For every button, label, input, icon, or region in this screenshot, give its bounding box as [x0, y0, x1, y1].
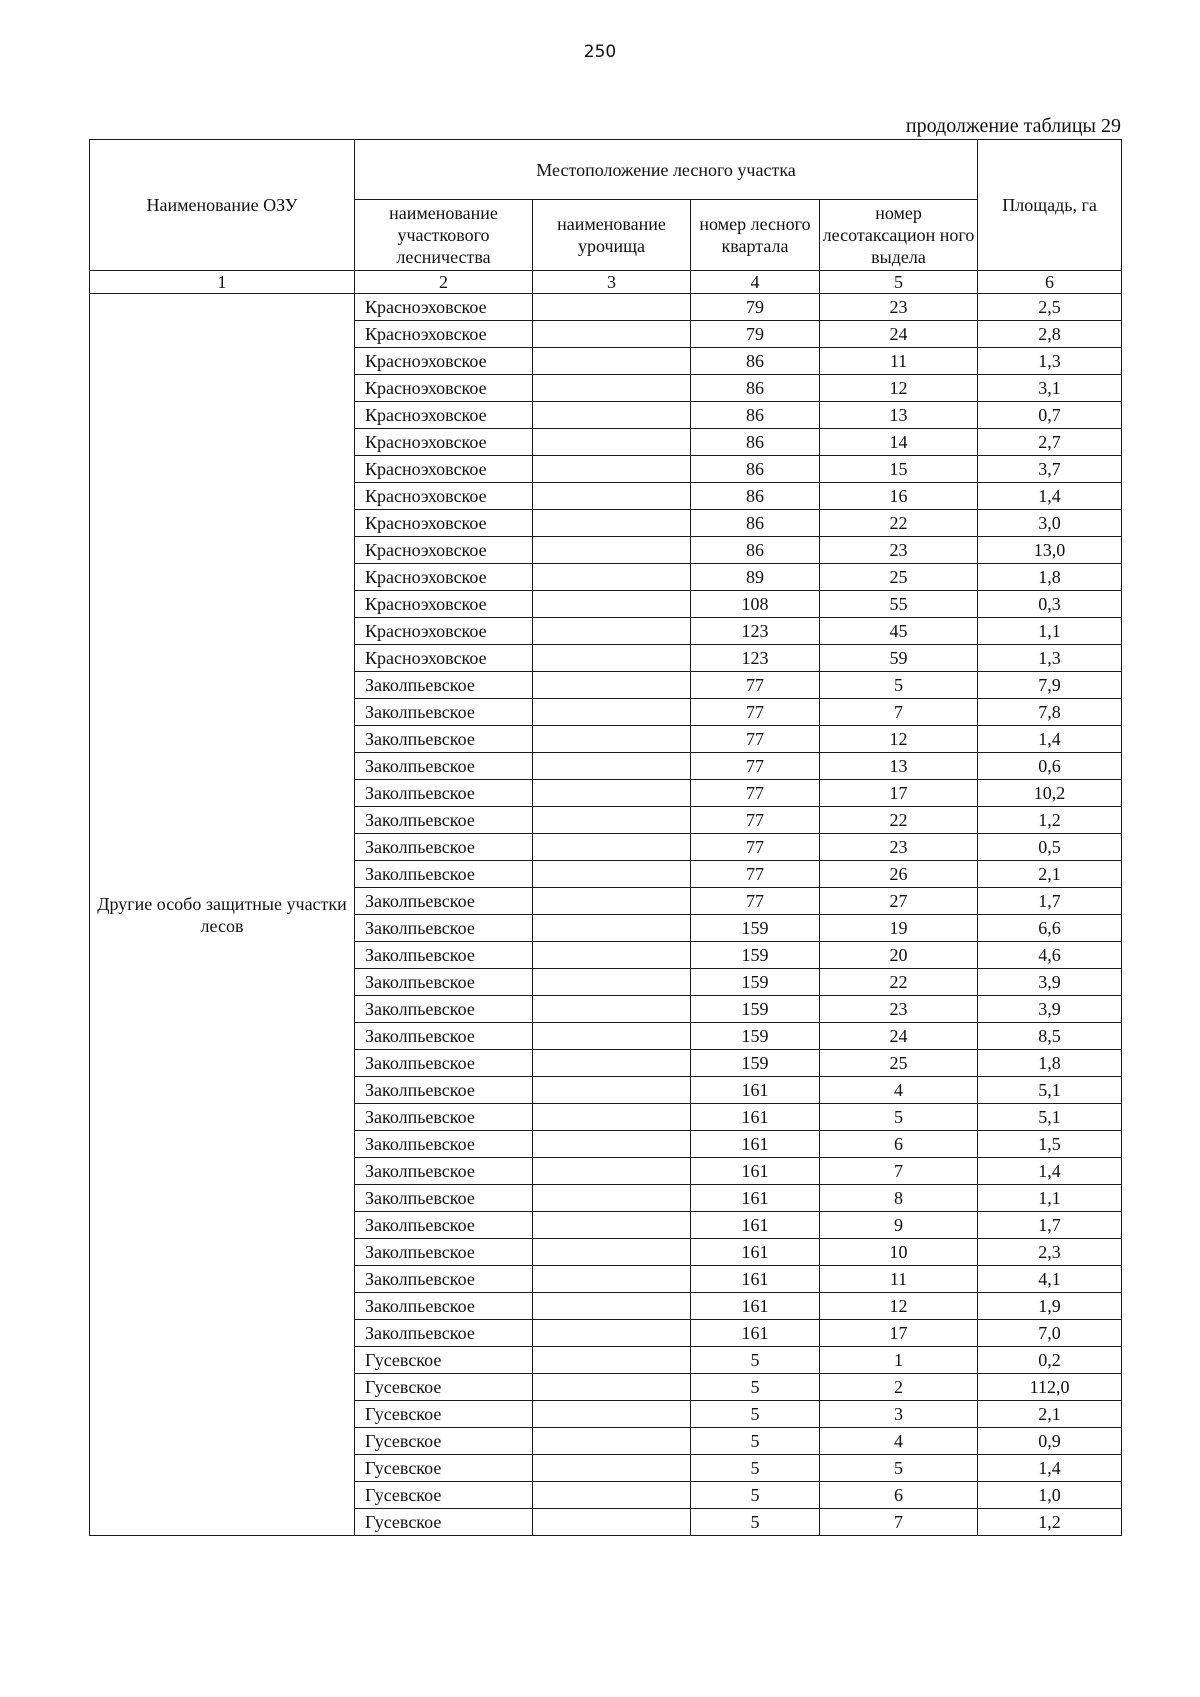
area-cell: 1,4: [978, 1158, 1122, 1185]
area-cell: 2,3: [978, 1239, 1122, 1266]
area-cell: 6,6: [978, 915, 1122, 942]
forestry-cell: Заколпьевское: [355, 1023, 533, 1050]
quarter-cell: 5: [691, 1374, 820, 1401]
tract-cell: [533, 429, 691, 456]
tract-cell: [533, 1212, 691, 1239]
area-cell: 1,3: [978, 645, 1122, 672]
tract-cell: [533, 348, 691, 375]
plot-cell: 59: [820, 645, 978, 672]
forestry-cell: Заколпьевское: [355, 996, 533, 1023]
forestry-cell: Заколпьевское: [355, 1320, 533, 1347]
area-cell: 3,9: [978, 969, 1122, 996]
forestry-cell: Красноэховское: [355, 537, 533, 564]
quarter-cell: 77: [691, 807, 820, 834]
forestry-cell: Заколпьевское: [355, 699, 533, 726]
plot-cell: 3: [820, 1401, 978, 1428]
quarter-cell: 86: [691, 348, 820, 375]
quarter-cell: 5: [691, 1482, 820, 1509]
quarter-cell: 89: [691, 564, 820, 591]
area-cell: 0,6: [978, 753, 1122, 780]
tract-cell: [533, 1266, 691, 1293]
quarter-cell: 86: [691, 375, 820, 402]
quarter-cell: 77: [691, 780, 820, 807]
forestry-cell: Заколпьевское: [355, 753, 533, 780]
tract-cell: [533, 1023, 691, 1050]
tract-cell: [533, 996, 691, 1023]
plot-cell: 7: [820, 1509, 978, 1536]
plot-cell: 22: [820, 510, 978, 537]
quarter-cell: 5: [691, 1455, 820, 1482]
tract-cell: [533, 672, 691, 699]
plot-cell: 15: [820, 456, 978, 483]
plot-cell: 10: [820, 1239, 978, 1266]
area-cell: 7,9: [978, 672, 1122, 699]
tract-cell: [533, 807, 691, 834]
plot-cell: 5: [820, 672, 978, 699]
plot-cell: 5: [820, 1455, 978, 1482]
quarter-cell: 79: [691, 321, 820, 348]
plot-cell: 7: [820, 1158, 978, 1185]
tract-cell: [533, 510, 691, 537]
quarter-cell: 79: [691, 294, 820, 321]
plot-cell: 17: [820, 1320, 978, 1347]
plot-cell: 24: [820, 321, 978, 348]
quarter-cell: 77: [691, 699, 820, 726]
area-cell: 7,0: [978, 1320, 1122, 1347]
header-quarter: номер лесного квартала: [691, 200, 820, 271]
quarter-cell: 161: [691, 1239, 820, 1266]
tract-cell: [533, 564, 691, 591]
area-cell: 0,2: [978, 1347, 1122, 1374]
forestry-cell: Заколпьевское: [355, 1239, 533, 1266]
tract-cell: [533, 591, 691, 618]
quarter-cell: 161: [691, 1320, 820, 1347]
table-row: [90, 294, 1122, 321]
tract-cell: [533, 1239, 691, 1266]
plot-cell: 13: [820, 753, 978, 780]
forestry-cell: Заколпьевское: [355, 1293, 533, 1320]
forestry-cell: Красноэховское: [355, 483, 533, 510]
tract-cell: [533, 1131, 691, 1158]
quarter-cell: 123: [691, 618, 820, 645]
area-cell: 1,0: [978, 1482, 1122, 1509]
area-cell: 4,6: [978, 942, 1122, 969]
tract-cell: [533, 1455, 691, 1482]
area-cell: 4,1: [978, 1266, 1122, 1293]
quarter-cell: 86: [691, 537, 820, 564]
forestry-cell: Красноэховское: [355, 348, 533, 375]
quarter-cell: 77: [691, 834, 820, 861]
forestry-cell: Красноэховское: [355, 375, 533, 402]
area-cell: 3,7: [978, 456, 1122, 483]
quarter-cell: 161: [691, 1212, 820, 1239]
plot-cell: 22: [820, 969, 978, 996]
forestry-cell: Красноэховское: [355, 402, 533, 429]
area-cell: 8,5: [978, 1023, 1122, 1050]
area-cell: 10,2: [978, 780, 1122, 807]
area-cell: 0,9: [978, 1428, 1122, 1455]
tract-cell: [533, 1077, 691, 1104]
forestry-cell: Заколпьевское: [355, 942, 533, 969]
area-cell: 1,7: [978, 888, 1122, 915]
forestry-cell: Красноэховское: [355, 564, 533, 591]
forestry-cell: Красноэховское: [355, 294, 533, 321]
forestry-cell: Заколпьевское: [355, 1077, 533, 1104]
header-tract: наименование урочища: [533, 200, 691, 271]
forestry-cell: Гусевское: [355, 1428, 533, 1455]
forestry-cell: Заколпьевское: [355, 1266, 533, 1293]
quarter-cell: 159: [691, 942, 820, 969]
plot-cell: 20: [820, 942, 978, 969]
forestry-cell: Красноэховское: [355, 456, 533, 483]
quarter-cell: 5: [691, 1401, 820, 1428]
header-row-1: [90, 140, 1122, 200]
tract-cell: [533, 1347, 691, 1374]
forestry-cell: Заколпьевское: [355, 1104, 533, 1131]
forestry-cell: Заколпьевское: [355, 807, 533, 834]
area-cell: 2,1: [978, 861, 1122, 888]
tract-cell: [533, 834, 691, 861]
area-cell: 1,8: [978, 564, 1122, 591]
tract-cell: [533, 1185, 691, 1212]
plot-cell: 4: [820, 1428, 978, 1455]
tract-cell: [533, 1428, 691, 1455]
forestry-cell: Гусевское: [355, 1455, 533, 1482]
category-cell: Другие особо защитные участки лесов: [90, 294, 355, 1536]
plot-cell: 7: [820, 699, 978, 726]
forestry-cell: Заколпьевское: [355, 1185, 533, 1212]
area-cell: 1,2: [978, 807, 1122, 834]
plot-cell: 13: [820, 402, 978, 429]
tract-cell: [533, 1320, 691, 1347]
plot-cell: 26: [820, 861, 978, 888]
tract-cell: [533, 1509, 691, 1536]
plot-cell: 24: [820, 1023, 978, 1050]
quarter-cell: 159: [691, 996, 820, 1023]
column-number-row: [90, 271, 1122, 294]
plot-cell: 1: [820, 1347, 978, 1374]
area-cell: 0,7: [978, 402, 1122, 429]
quarter-cell: 159: [691, 1050, 820, 1077]
quarter-cell: 161: [691, 1104, 820, 1131]
forestry-cell: Заколпьевское: [355, 672, 533, 699]
area-cell: 1,3: [978, 348, 1122, 375]
plot-cell: 27: [820, 888, 978, 915]
tract-cell: [533, 699, 691, 726]
area-cell: 5,1: [978, 1104, 1122, 1131]
plot-cell: 23: [820, 996, 978, 1023]
forestry-cell: Заколпьевское: [355, 726, 533, 753]
area-cell: 1,4: [978, 1455, 1122, 1482]
tract-cell: [533, 1104, 691, 1131]
plot-cell: 22: [820, 807, 978, 834]
plot-cell: 12: [820, 375, 978, 402]
quarter-cell: 5: [691, 1509, 820, 1536]
tract-cell: [533, 456, 691, 483]
forestry-cell: Заколпьевское: [355, 1131, 533, 1158]
tract-cell: [533, 1401, 691, 1428]
plot-cell: 11: [820, 1266, 978, 1293]
plot-cell: 25: [820, 1050, 978, 1077]
plot-cell: 25: [820, 564, 978, 591]
column-number: 4: [691, 271, 820, 294]
area-cell: 0,5: [978, 834, 1122, 861]
tract-cell: [533, 780, 691, 807]
quarter-cell: 161: [691, 1077, 820, 1104]
forestry-cell: Красноэховское: [355, 645, 533, 672]
forest-plots-table: [89, 139, 1122, 1536]
forestry-cell: Красноэховское: [355, 510, 533, 537]
tract-cell: [533, 915, 691, 942]
plot-cell: 23: [820, 834, 978, 861]
tract-cell: [533, 753, 691, 780]
plot-cell: 45: [820, 618, 978, 645]
quarter-cell: 5: [691, 1347, 820, 1374]
plot-cell: 14: [820, 429, 978, 456]
header-location-group: Местоположение лесного участка: [355, 140, 978, 200]
quarter-cell: 86: [691, 456, 820, 483]
column-number: 3: [533, 271, 691, 294]
plot-cell: 4: [820, 1077, 978, 1104]
quarter-cell: 159: [691, 915, 820, 942]
quarter-cell: 5: [691, 1428, 820, 1455]
quarter-cell: 86: [691, 510, 820, 537]
forestry-cell: Заколпьевское: [355, 888, 533, 915]
forestry-cell: Заколпьевское: [355, 915, 533, 942]
forestry-cell: Гусевское: [355, 1482, 533, 1509]
quarter-cell: 86: [691, 402, 820, 429]
area-cell: 2,5: [978, 294, 1122, 321]
quarter-cell: 77: [691, 861, 820, 888]
tract-cell: [533, 1050, 691, 1077]
forestry-cell: Гусевское: [355, 1347, 533, 1374]
area-cell: 1,1: [978, 618, 1122, 645]
tract-cell: [533, 618, 691, 645]
quarter-cell: 108: [691, 591, 820, 618]
forestry-cell: Гусевское: [355, 1401, 533, 1428]
column-number: 5: [820, 271, 978, 294]
tract-cell: [533, 537, 691, 564]
area-cell: 1,8: [978, 1050, 1122, 1077]
forestry-cell: Заколпьевское: [355, 1158, 533, 1185]
header-plot: номер лесотаксацион ного выдела: [820, 200, 978, 271]
forestry-cell: Заколпьевское: [355, 969, 533, 996]
header-forestry: наименование участкового лесничества: [355, 200, 533, 271]
tract-cell: [533, 861, 691, 888]
plot-cell: 17: [820, 780, 978, 807]
plot-cell: 12: [820, 1293, 978, 1320]
quarter-cell: 161: [691, 1266, 820, 1293]
area-cell: 5,1: [978, 1077, 1122, 1104]
plot-cell: 23: [820, 537, 978, 564]
tract-cell: [533, 969, 691, 996]
area-cell: 1,1: [978, 1185, 1122, 1212]
tract-cell: [533, 375, 691, 402]
plot-cell: 55: [820, 591, 978, 618]
forestry-cell: Заколпьевское: [355, 834, 533, 861]
header-area: Площадь, га: [978, 140, 1122, 271]
tract-cell: [533, 321, 691, 348]
area-cell: 7,8: [978, 699, 1122, 726]
plot-cell: 2: [820, 1374, 978, 1401]
area-cell: 1,5: [978, 1131, 1122, 1158]
tract-cell: [533, 1158, 691, 1185]
forestry-cell: Заколпьевское: [355, 780, 533, 807]
area-cell: 1,4: [978, 483, 1122, 510]
plot-cell: 5: [820, 1104, 978, 1131]
forestry-cell: Гусевское: [355, 1374, 533, 1401]
quarter-cell: 86: [691, 483, 820, 510]
quarter-cell: 161: [691, 1185, 820, 1212]
area-cell: 3,0: [978, 510, 1122, 537]
area-cell: 1,2: [978, 1509, 1122, 1536]
plot-cell: 16: [820, 483, 978, 510]
table-continued-label: продолжение таблицы 29: [905, 115, 1121, 137]
forestry-cell: Красноэховское: [355, 321, 533, 348]
plot-cell: 12: [820, 726, 978, 753]
area-cell: 13,0: [978, 537, 1122, 564]
quarter-cell: 161: [691, 1131, 820, 1158]
forestry-cell: Гусевское: [355, 1509, 533, 1536]
quarter-cell: 123: [691, 645, 820, 672]
forestry-cell: Заколпьевское: [355, 1050, 533, 1077]
forestry-cell: Красноэховское: [355, 429, 533, 456]
quarter-cell: 77: [691, 672, 820, 699]
tract-cell: [533, 942, 691, 969]
tract-cell: [533, 483, 691, 510]
column-number: 2: [355, 271, 533, 294]
tract-cell: [533, 1293, 691, 1320]
column-number: 1: [90, 271, 355, 294]
tract-cell: [533, 645, 691, 672]
forestry-cell: Заколпьевское: [355, 1212, 533, 1239]
area-cell: 3,1: [978, 375, 1122, 402]
area-cell: 2,7: [978, 429, 1122, 456]
area-cell: 2,8: [978, 321, 1122, 348]
header-ozu-name: Наименование ОЗУ: [90, 140, 355, 271]
quarter-cell: 77: [691, 753, 820, 780]
page-number: 250: [583, 42, 617, 62]
tract-cell: [533, 1482, 691, 1509]
plot-cell: 9: [820, 1212, 978, 1239]
plot-cell: 11: [820, 348, 978, 375]
forestry-cell: Красноэховское: [355, 618, 533, 645]
plot-cell: 19: [820, 915, 978, 942]
tract-cell: [533, 888, 691, 915]
area-cell: 112,0: [978, 1374, 1122, 1401]
forestry-cell: Заколпьевское: [355, 861, 533, 888]
forestry-cell: Красноэховское: [355, 591, 533, 618]
plot-cell: 6: [820, 1131, 978, 1158]
tract-cell: [533, 294, 691, 321]
quarter-cell: 77: [691, 726, 820, 753]
quarter-cell: 159: [691, 1023, 820, 1050]
tract-cell: [533, 726, 691, 753]
area-cell: 3,9: [978, 996, 1122, 1023]
plot-cell: 8: [820, 1185, 978, 1212]
plot-cell: 23: [820, 294, 978, 321]
plot-cell: 6: [820, 1482, 978, 1509]
quarter-cell: 159: [691, 969, 820, 996]
tract-cell: [533, 1374, 691, 1401]
area-cell: 0,3: [978, 591, 1122, 618]
quarter-cell: 86: [691, 429, 820, 456]
tract-cell: [533, 402, 691, 429]
quarter-cell: 161: [691, 1293, 820, 1320]
area-cell: 1,9: [978, 1293, 1122, 1320]
column-number: 6: [978, 271, 1122, 294]
area-cell: 2,1: [978, 1401, 1122, 1428]
area-cell: 1,4: [978, 726, 1122, 753]
quarter-cell: 77: [691, 888, 820, 915]
area-cell: 1,7: [978, 1212, 1122, 1239]
quarter-cell: 161: [691, 1158, 820, 1185]
